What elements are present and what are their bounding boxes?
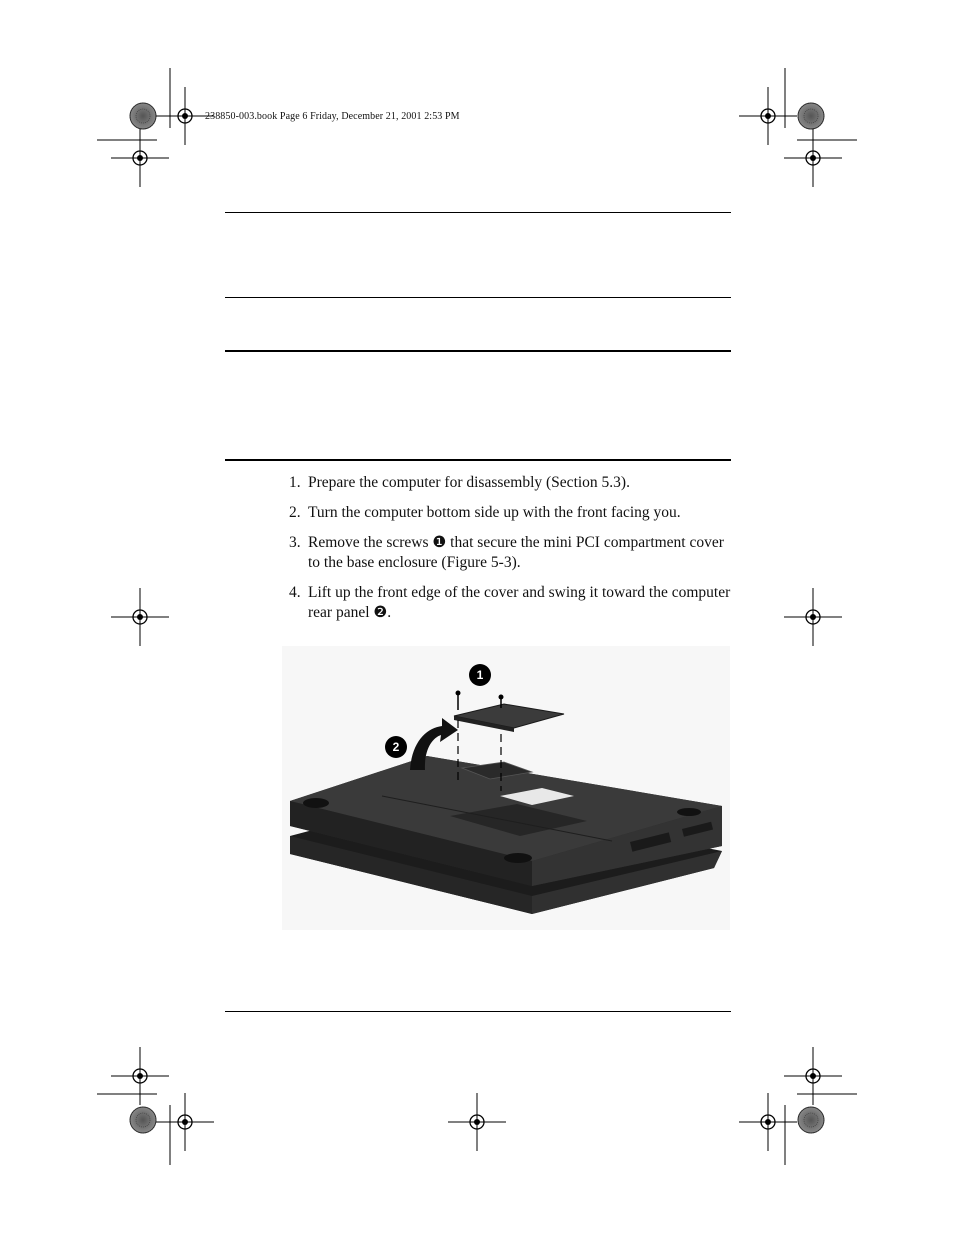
mini-pci-cover-illustration: [282, 646, 730, 930]
note-rule-top: [225, 297, 731, 298]
step-4: [289, 583, 734, 623]
section-rule: [225, 459, 731, 461]
step-3: [289, 533, 734, 573]
note-rule-bottom: [225, 350, 731, 352]
step-number: 3.: [289, 534, 301, 551]
step-number: 4.: [289, 584, 301, 601]
step-text: Lift up the front edge of the cover and swing it toward the computer rear panel ❷.: [308, 584, 731, 621]
book-slug: 238850-003.book Page 6 Friday, December 21, 2001 2:53 PM: [205, 111, 460, 122]
step-2: [289, 503, 734, 523]
top-rule: [225, 212, 731, 213]
procedure-steps: [289, 473, 734, 633]
step-text: Turn the computer bottom side up with the front facing you.: [308, 504, 681, 521]
footer-rule: [225, 1011, 731, 1012]
step-text: Prepare the computer for disassembly (Section 5.3).: [308, 474, 630, 491]
step-1: [289, 473, 734, 493]
callout-1-label: 1: [476, 668, 484, 682]
step-number: 1.: [289, 474, 301, 491]
step-number: 2.: [289, 504, 301, 521]
callout-2-label: 2: [392, 740, 400, 754]
step-text: Remove the screws ❶ that secure the mini PCI compartment cover to the base enclosure (Figure 5-3).: [308, 534, 724, 571]
